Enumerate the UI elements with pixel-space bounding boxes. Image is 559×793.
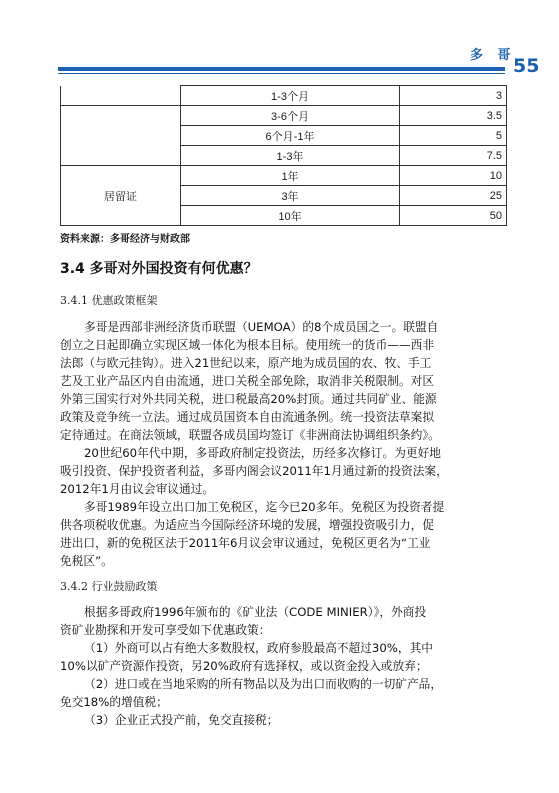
text-line: 吸引投资、保护投资者利益，多哥内阁会议2011年1月通过新的投资法案，	[60, 464, 448, 478]
table-cell-period: 1-3个月	[181, 86, 400, 106]
paragraph-uemoa	[60, 318, 508, 444]
text-line: 外第三国实行对外共同关税，进口税最高20%封顶。通过共同矿业、能源	[60, 392, 437, 406]
paragraph-mining-code	[60, 603, 508, 639]
table-cell-period: 10年	[181, 206, 400, 226]
text-line: 多哥1989年设立出口加工免税区，迄今已20多年。免税区为投资者提	[84, 500, 445, 514]
paragraph-item-1	[60, 639, 508, 675]
table-cell-period: 1年	[181, 166, 400, 186]
table-cell-period: 3年	[181, 186, 400, 206]
text-line: 免税区”。	[60, 554, 113, 568]
subsection-heading-industry-incentives: 3.4.2 行业鼓励政策	[60, 580, 158, 593]
text-line: （1）外商可以占有绝大多数股权，政府参股最高不超过30%，其中	[84, 641, 433, 655]
table-cell-value: 5	[400, 126, 507, 146]
table-cell-category	[61, 166, 181, 186]
page-number: 55	[513, 55, 540, 77]
table-cell-category: 居留证	[61, 186, 181, 206]
table-cell-category	[61, 106, 181, 126]
header-title: 多 哥	[470, 48, 516, 63]
text-line: 法郎（与欧元挂钩）。进入21世纪以来，原产地为成员国的农、牧、手工	[60, 356, 432, 370]
text-line: 创立之日起即确立实现区域一体化为根本目标。使用统一的货币——西非	[60, 338, 435, 352]
text-line: 10%以矿产资源作投资，另20%政府有选择权，或以资金投入或放弃；	[60, 659, 428, 673]
text-line: 2012年1月由议会审议通过。	[60, 482, 215, 496]
text-line: 进出口，新的免税区法于2011年6月议会审议通过，免税区更名为“工业	[60, 536, 431, 550]
table-row	[61, 146, 507, 166]
table-cell-period: 6个月-1年	[181, 126, 400, 146]
text-line: 政策及竞争统一立法。通过成员国资本自由流通条例。统一投资法草案拟	[60, 410, 435, 424]
table-cell-value: 7.5	[400, 146, 507, 166]
subsection-heading-policy-framework: 3.4.1 优惠政策框架	[60, 294, 158, 307]
table-cell-period: 3-6个月	[181, 106, 400, 126]
table-row	[61, 86, 507, 106]
section-heading: 3.4 多哥对外国投资有何优惠？	[60, 261, 258, 277]
table-cell-value: 3	[400, 86, 507, 106]
paragraph-item-2	[60, 675, 508, 711]
text-line: 定待通过。在商法领域，联盟各成员国均签订《非洲商法协调组织条约》。	[60, 428, 440, 442]
table-cell-value: 10	[400, 166, 507, 186]
table-row	[61, 186, 507, 206]
text-line: 艺及工业产品区内自由流通，进口关税全部免除，取消非关税限制。对区	[60, 374, 435, 388]
text-line: （2）进口或在当地采购的所有物品以及为出口而收购的一切矿产品，	[84, 677, 443, 691]
table-row	[61, 106, 507, 126]
table-cell-value: 50	[400, 206, 507, 226]
table-cell-category	[61, 146, 181, 166]
text-line: 根据多哥政府1996年颁布的《矿业法（CODE MINIER）》，外商投	[84, 605, 427, 619]
text-line: 资矿业勘探和开发可享受如下优惠政策：	[60, 623, 271, 637]
table-cell-category	[61, 206, 181, 226]
text-line: 免交18%的增值税；	[60, 695, 168, 709]
table-cell-value: 3.5	[400, 106, 507, 126]
table-cell-category	[61, 86, 181, 106]
table-row	[61, 166, 507, 186]
text-line: （3）企业正式投产前，免交直接税；	[84, 713, 279, 727]
paragraph-investment-law	[60, 444, 508, 498]
table-cell-period: 1-3年	[181, 146, 400, 166]
paragraph-item-3	[60, 711, 508, 729]
paragraph-free-zone	[60, 498, 508, 570]
table-cell-value: 25	[400, 186, 507, 206]
text-line: 20世纪60年代中期，多哥政府制定投资法，历经多次修订。为更好地	[84, 446, 441, 460]
visa-fee-table	[60, 85, 507, 226]
table-row	[61, 206, 507, 226]
table-row	[61, 126, 507, 146]
header-thin-rule	[58, 73, 505, 74]
header-rule	[58, 67, 505, 71]
table-cell-category	[61, 126, 181, 146]
table-source-note: 资料来源：多哥经济与财政部	[60, 234, 190, 245]
text-line: 供各项税收优惠。为适应当今国际经济环境的发展，增强投资吸引力，促	[60, 518, 435, 532]
text-line: 多哥是西部非洲经济货币联盟（UEMOA）的8个成员国之一。联盟自	[84, 320, 439, 334]
